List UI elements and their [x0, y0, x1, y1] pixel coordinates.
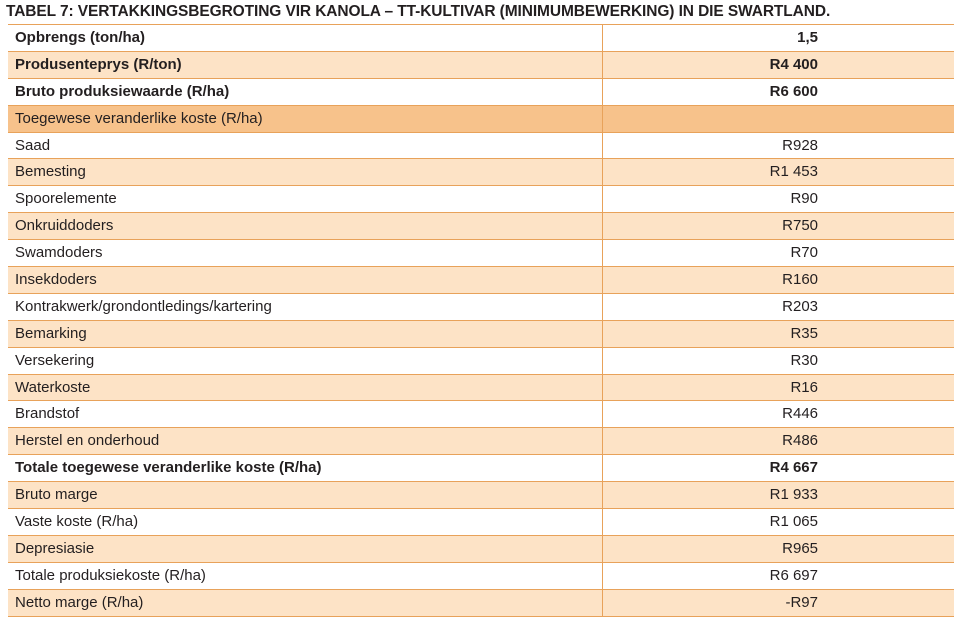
- row-value: -R97: [602, 589, 954, 616]
- table-row-gross-production-value: [8, 78, 954, 105]
- table-row-producer-price: [8, 51, 954, 78]
- table-row-total-production-costs: [8, 562, 954, 589]
- table-row: [8, 240, 954, 267]
- table-row: [8, 293, 954, 320]
- row-label: Bruto produksiewaarde (R/ha): [8, 78, 602, 105]
- table-row-section-variable-costs: [8, 105, 954, 132]
- table-title: TABEL 7: VERTAKKINGSBEGROTING VIR KANOLA – TT-KULTIVAR (MINIMUMBEWERKING) IN DIE SWARTLAND.: [6, 3, 831, 20]
- table-row-fixed-costs: [8, 509, 954, 536]
- row-value: R928: [602, 132, 954, 159]
- row-label: Kontrakwerk/grondontledings/kartering: [8, 293, 602, 320]
- row-value: R750: [602, 213, 954, 240]
- row-value: R90: [602, 186, 954, 213]
- row-value: R30: [602, 347, 954, 374]
- row-label: Bemesting: [8, 159, 602, 186]
- table-row-depreciation: [8, 535, 954, 562]
- row-value: R446: [602, 401, 954, 428]
- row-label: Saad: [8, 132, 602, 159]
- row-value: R70: [602, 240, 954, 267]
- row-label: Swamdoders: [8, 240, 602, 267]
- table-row: [8, 186, 954, 213]
- table-row-total-variable-costs: [8, 455, 954, 482]
- row-label: Totale toegewese veranderlike koste (R/ha): [8, 455, 602, 482]
- row-value: [602, 105, 954, 132]
- row-label: Produsenteprys (R/ton): [8, 51, 602, 78]
- row-value: R1 453: [602, 159, 954, 186]
- row-value: R35: [602, 320, 954, 347]
- row-value: R486: [602, 428, 954, 455]
- row-value: R965: [602, 535, 954, 562]
- row-value: R6 600: [602, 78, 954, 105]
- row-label: Netto marge (R/ha): [8, 589, 602, 616]
- table-row: [8, 374, 954, 401]
- row-value: R4 667: [602, 455, 954, 482]
- row-label: Versekering: [8, 347, 602, 374]
- table-row: [8, 132, 954, 159]
- table-row: [8, 267, 954, 294]
- row-label: Onkruiddoders: [8, 213, 602, 240]
- row-value: R4 400: [602, 51, 954, 78]
- row-label: Spoorelemente: [8, 186, 602, 213]
- row-value: R6 697: [602, 562, 954, 589]
- row-label: Totale produksiekoste (R/ha): [8, 562, 602, 589]
- table-row: [8, 213, 954, 240]
- row-value: R160: [602, 267, 954, 294]
- row-label: Bemarking: [8, 320, 602, 347]
- table-row: [8, 347, 954, 374]
- row-label: Toegewese veranderlike koste (R/ha): [8, 105, 602, 132]
- row-label: Bruto marge: [8, 482, 602, 509]
- table-row-net-margin: [8, 589, 954, 616]
- table-row: [8, 159, 954, 186]
- row-label: Insekdoders: [8, 267, 602, 294]
- row-label: Herstel en onderhoud: [8, 428, 602, 455]
- row-value: R203: [602, 293, 954, 320]
- row-value: R16: [602, 374, 954, 401]
- row-label: Depresiasie: [8, 535, 602, 562]
- table-row-yield: [8, 25, 954, 52]
- row-label: Opbrengs (ton/ha): [8, 25, 602, 52]
- row-label: Waterkoste: [8, 374, 602, 401]
- row-value: R1 933: [602, 482, 954, 509]
- table-row: [8, 401, 954, 428]
- table-row-gross-margin: [8, 482, 954, 509]
- row-label: Vaste koste (R/ha): [8, 509, 602, 536]
- table-row: [8, 320, 954, 347]
- row-value: 1,5: [602, 25, 954, 52]
- row-value: R1 065: [602, 509, 954, 536]
- row-label: Brandstof: [8, 401, 602, 428]
- table-row: [8, 428, 954, 455]
- enterprise-budget-table: [8, 24, 954, 617]
